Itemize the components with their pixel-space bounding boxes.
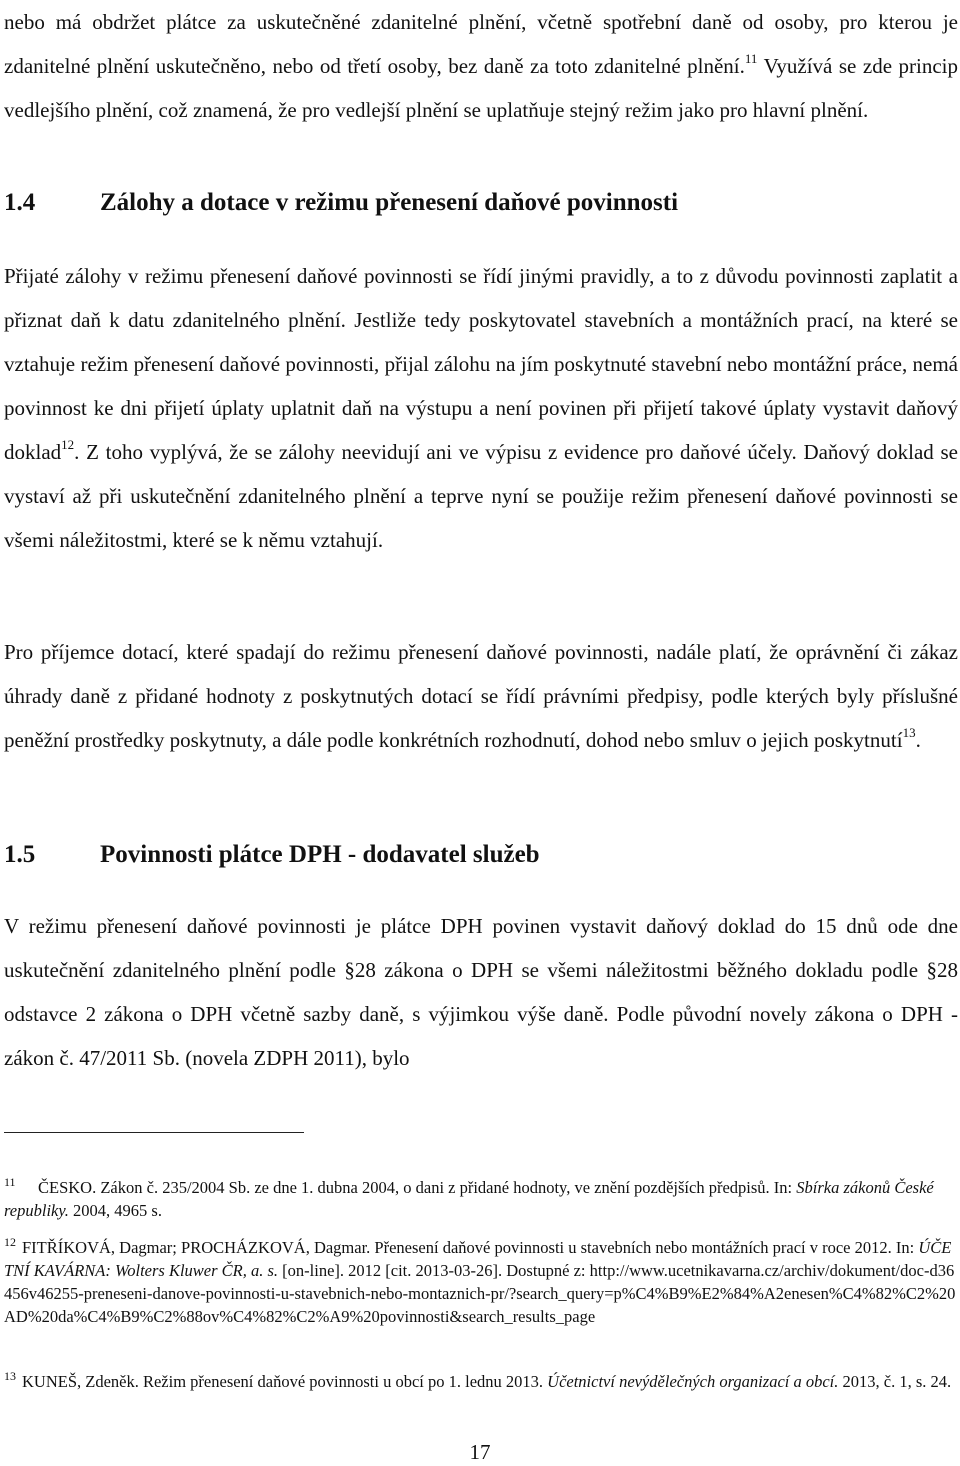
- footnote-source-title: Sbírka zákonů České republiky.: [4, 1178, 934, 1220]
- footnote-11: [4, 1176, 958, 1222]
- section-title: Zálohy a dotace v režimu přenesení daňové povinnosti: [100, 189, 679, 216]
- section-title: Povinnosti plátce DPH - dodavatel služeb: [100, 841, 540, 868]
- footnote-text: [4, 1176, 958, 1222]
- footnote-ref-11[interactable]: 11: [744, 51, 758, 66]
- footnote-text: [4, 1236, 958, 1328]
- footnote-text-a: ČESKO. Zákon č. 235/2004 Sb. ze dne 1. dubna 2004, o dani z přidané hodnoty, ve znění pozdějších předpisů. In:: [38, 1178, 797, 1197]
- footnote-ref-12[interactable]: 12: [61, 437, 75, 452]
- section-heading-1-4: [4, 186, 958, 220]
- paragraph-intro-rest: Využívá se zde princip vedlejšího plnění, což znamená, že pro vedlejší plnění se uplatňuje stejný režim jako pro hlavní plnění.: [4, 54, 959, 122]
- footnote-text-a: KUNEŠ, Zdeněk. Režim přenesení daňové povinnosti u obcí po 1. lednu 2013.: [22, 1372, 548, 1391]
- paragraph-advances: [4, 254, 958, 562]
- footnote-text: [4, 1370, 958, 1393]
- paragraph-intro-text: nebo má obdržet plátce za uskutečněné zdanitelné plnění, včetně spotřební daně od osoby, pro kterou je zdanitelné plnění uskutečněno, nebo od třetí osoby, bez daně za toto zdanitelné plnění.: [4, 10, 958, 78]
- paragraph-subsidies-end: .: [915, 728, 921, 752]
- paragraph-advances-rest: . Z toho vyplývá, že se zálohy neevidují ani ve výpisu z evidence pro daňové účely. Daňový doklad se vystaví až při uskutečnění zdanitelného plnění a teprve nyní se použije režim přenesení daňové povinnosti se všemi náležitostmi, které se k němu vztahují.: [4, 440, 958, 552]
- footnote-source-title: Účetnictví nevýdělečných organizací a obcí.: [547, 1372, 839, 1391]
- section-number: 1.5: [4, 841, 36, 868]
- footnote-13: [4, 1370, 958, 1393]
- footnote-number: 12: [4, 1235, 16, 1249]
- section-heading-1-5: [4, 838, 958, 872]
- footnote-source-title: ÚČETNÍ KAVÁRNA: Wolters Kluwer ČR, a. s.: [4, 1238, 952, 1280]
- footnote-ref-13[interactable]: 13: [902, 725, 916, 740]
- footnote-separator: [4, 1132, 304, 1133]
- footnote-number: 11: [4, 1175, 16, 1189]
- footnote-12: [4, 1236, 958, 1328]
- paragraph-intro: [4, 0, 958, 132]
- paragraph-obligations: V režimu přenesení daňové povinnosti je plátce DPH povinen vystavit daňový doklad do 15 dnů ode dne uskutečnění zdanitelného plnění podle §28 zákona o DPH se všemi náležitostmi běžného dokladu podle §28 odstavce 2 zákona o DPH včetně sazby daně, s výjimkou výše daně. Podle původní novely zákona o DPH - zákon č. 47/2011 Sb. (novela ZDPH 2011), bylo: [4, 914, 958, 1070]
- footnote-number: 13: [4, 1369, 16, 1383]
- section-number: 1.4: [4, 189, 36, 216]
- footnote-text-a: FITŘÍKOVÁ, Dagmar; PROCHÁZKOVÁ, Dagmar. Přenesení daňové povinnosti u stavebních nebo montážních prací v roce 2012. In:: [22, 1238, 919, 1257]
- footnote-text-b: 2004, 4965 s.: [68, 1201, 162, 1220]
- page-number: 17: [469, 1440, 491, 1464]
- footnote-text-b[interactable]: [on-line]. 2012 [cit. 2013-03-26]. Dostupné z: http://www.ucetnikavarna.cz/archiv/dokument/doc-d36456v46255-preneseni-danove-povinnosti-u-stavebnich-nebo-montaznich-pr/?search_query=p%C4%B9%E2%84%A2enesen%C4%82%C2%20AD%20da%C4%B9%C2%88ov%C4%82%C2%A9%20povinnosti&search_results_page: [4, 1261, 956, 1326]
- paragraph-subsidies: [4, 630, 958, 762]
- footnote-text-b: 2013, č. 1, s. 24.: [838, 1372, 952, 1391]
- paragraph-advances-text: Přijaté zálohy v režimu přenesení daňové povinnosti se řídí jinými pravidly, a to z důvodu povinnosti zaplatit a přiznat daň k datu zdanitelného plnění. Jestliže tedy poskytovatel stavebních a montážních prací, na které se vztahuje režim přenesení daňové povinnosti, přijal zálohu na jím poskytnuté stavební nebo montážní práce, nemá povinnost ke dni přijetí úplaty uplatnit daň na výstupu a není povinen při přijetí takové úplaty vystavit daňový doklad: [4, 264, 958, 464]
- paragraph-subsidies-text: Pro příjemce dotací, které spadají do režimu přenesení daňové povinnosti, nadále platí, že oprávnění či zákaz úhrady daně z přidané hodnoty z poskytnutých dotací se řídí právními předpisy, podle kterých byly příslušné peněžní prostředky poskytnuty, a dále podle konkrétních rozhodnutí, dohod nebo smluv o jejich poskytnutí: [4, 640, 958, 752]
